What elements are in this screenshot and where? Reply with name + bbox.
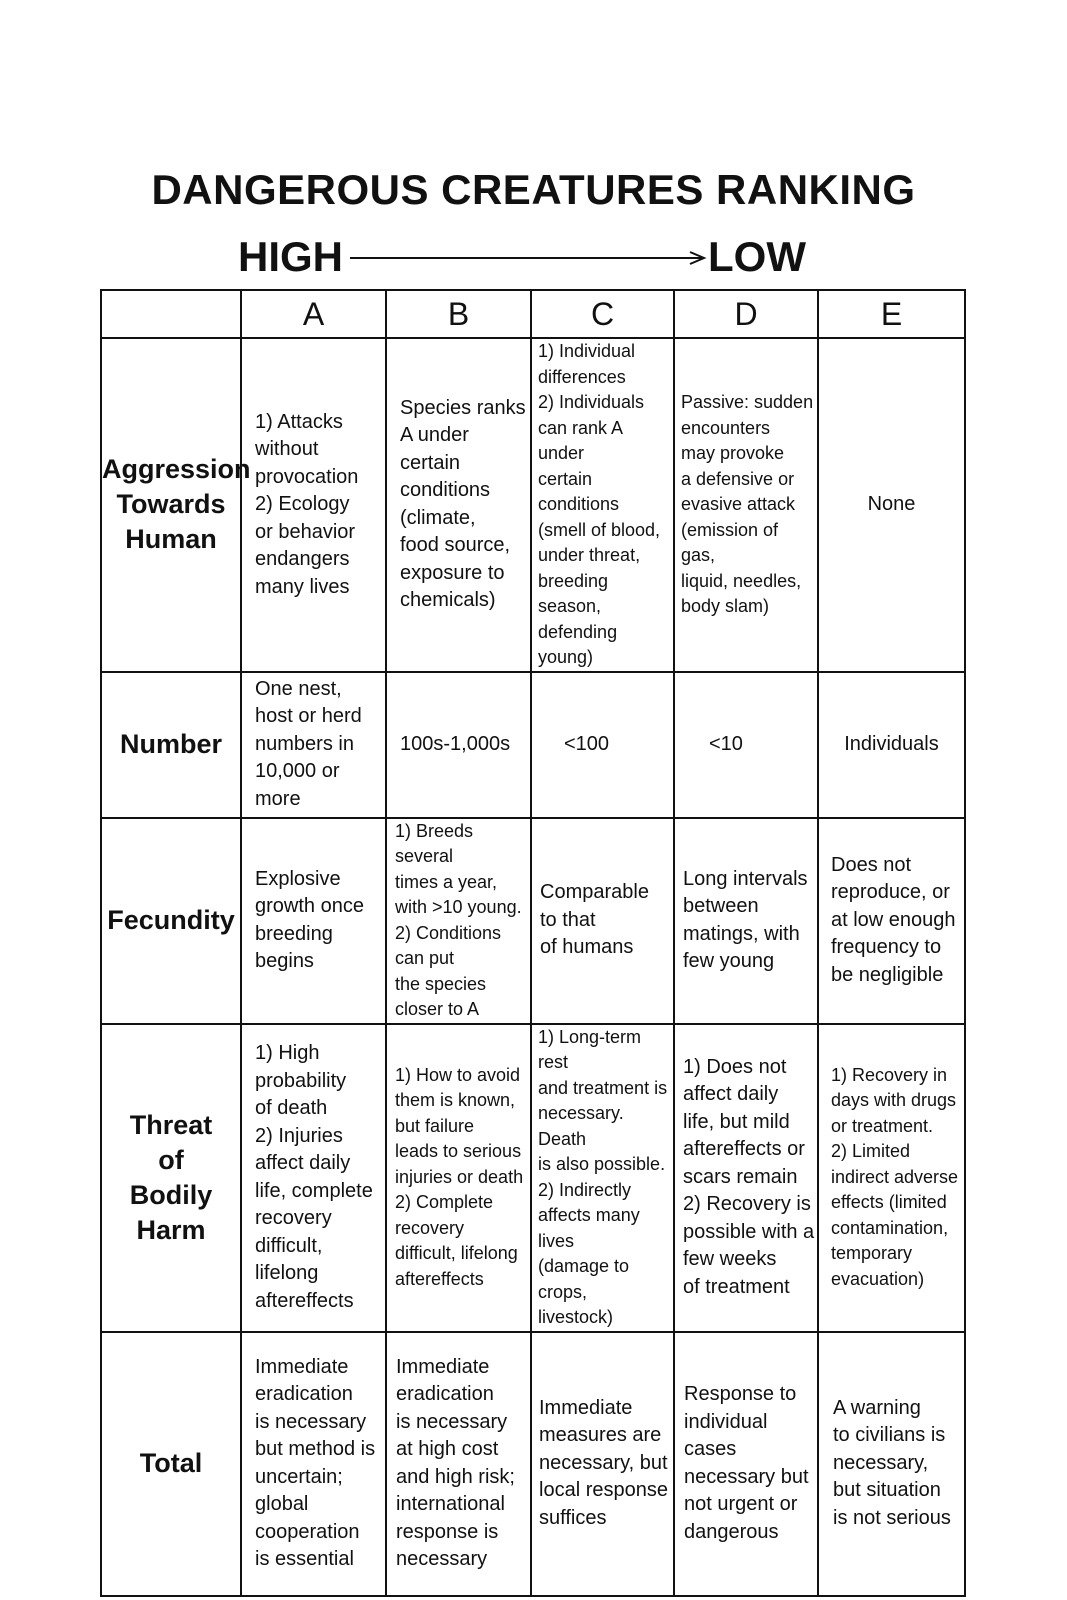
table-cell — [386, 672, 531, 818]
table-cell — [531, 672, 674, 818]
table-cell — [241, 818, 386, 1024]
ranking-scale — [238, 233, 818, 281]
cell-text: 1) Individual differences 2) Individuals can rank A under certain conditions (smell of blood, under threat, breeding season, defending young) — [538, 341, 661, 667]
table-cell — [386, 1024, 531, 1332]
cell-text: One nest, host or herd numbers in 10,000 or more — [255, 677, 362, 810]
table-cell — [531, 1024, 674, 1332]
cell-text: Does not reproduce, or at low enough frequency to be negligible — [831, 853, 956, 986]
table-cell — [674, 818, 818, 1024]
row-header-label: Total — [139, 1448, 203, 1478]
arrow-right-icon — [350, 251, 708, 265]
table-row — [101, 338, 965, 672]
table-cell — [241, 1024, 386, 1332]
table-cell — [818, 1024, 965, 1332]
cell-text: 100s-1,000s — [400, 732, 511, 755]
cell-text: Comparable to that of humans — [540, 881, 649, 959]
row-header-fecundity — [101, 818, 241, 1024]
column-header-b: B — [386, 290, 531, 338]
cell-text: Explosive growth once breeding begins — [255, 867, 364, 972]
table-cell — [818, 1332, 965, 1596]
cell-text: <100 — [564, 732, 610, 755]
row-header-threat — [101, 1024, 241, 1332]
table-cell — [531, 1332, 674, 1596]
cell-text: Individuals — [844, 732, 939, 755]
row-header-label: Aggression Towards Human — [102, 454, 251, 555]
cell-text: Species ranks A under certain conditions (climate, food source, exposure to chemicals) — [400, 396, 526, 612]
cell-text: 1) Does not affect daily life, but mild aftereffects or scars remain 2) Recovery is possible with a few weeks of treatment — [683, 1055, 815, 1298]
column-header-a: A — [241, 290, 386, 338]
table-cell — [818, 672, 965, 818]
cell-text: Long intervals between matings, with few young — [683, 867, 808, 972]
cell-text: <10 — [709, 732, 743, 755]
column-header-e: E — [818, 290, 965, 338]
table-cell — [531, 338, 674, 672]
scale-low-label: LOW — [708, 233, 806, 280]
scale-high-label: HIGH — [238, 233, 343, 280]
page-title: DANGEROUS CREATURES RANKING — [151, 166, 916, 213]
table-row — [101, 818, 965, 1024]
table-cell — [818, 338, 965, 672]
cell-text: 1) Recovery in days with drugs or treatment. 2) Limited indirect adverse effects (limited contamination, temporary evacuation) — [831, 1064, 959, 1289]
column-header-c: C — [531, 290, 674, 338]
table-cell — [241, 672, 386, 818]
table-cell — [674, 338, 818, 672]
table-cell — [241, 338, 386, 672]
cell-text: Immediate eradication is necessary but method is uncertain; global cooperation is essential — [255, 1355, 376, 1570]
table-cell — [386, 1332, 531, 1596]
row-header-aggression — [101, 338, 251, 672]
header-row — [101, 290, 965, 338]
table-row — [101, 1024, 965, 1332]
table-cell — [386, 818, 531, 1024]
ranking-table — [100, 289, 966, 1597]
corner-cell — [101, 290, 241, 338]
cell-text: Immediate measures are necessary, but local response suffices — [539, 1396, 668, 1529]
cell-text: 1) Breeds several times a year, with >10 young. 2) Conditions can put the species closer to A — [395, 820, 522, 1019]
row-header-label: Number — [119, 729, 222, 759]
cell-text: Passive: sudden encounters may provoke a defensive or evasive attack (emission of gas, liquid, needles, body slam) — [681, 392, 814, 616]
cell-text: 1) Attacks without provocation 2) Ecology or behavior endangers many lives — [255, 410, 359, 598]
cell-text: Response to individual cases necessary but not urgent or dangerous — [684, 1383, 809, 1543]
column-header-d: D — [674, 290, 818, 338]
row-header-label: Threat of Bodily Harm — [129, 1109, 213, 1245]
table-cell — [818, 818, 965, 1024]
table-cell — [386, 338, 531, 672]
table-row — [101, 1332, 965, 1596]
row-header-label: Fecundity — [107, 905, 235, 935]
table-row — [101, 672, 965, 818]
cell-text: Immediate eradication is necessary at high cost and high risk; international response is necessary — [396, 1355, 515, 1570]
table-cell — [674, 1332, 818, 1596]
cell-text: A warning to civilians is necessary, but situation is not serious — [833, 1396, 951, 1529]
table-cell — [241, 1332, 386, 1596]
cell-text: 1) How to avoid them is known, but failure leads to serious injuries or death 2) Complete recovery difficult, lifelong aftereffects — [395, 1064, 524, 1289]
cell-text: 1) Long-term rest and treatment is necessary. Death is also possible. 2) Indirectly affects many lives (damage to crops, livestock) — [538, 1026, 668, 1327]
table-cell — [674, 1024, 818, 1332]
cell-text: 1) High probability of death 2) Injuries affect daily life, complete recovery difficult, lifelong aftereffects — [255, 1042, 373, 1312]
row-header-total — [101, 1332, 241, 1596]
table-cell — [531, 818, 674, 1024]
table-cell — [674, 672, 818, 818]
row-header-number — [101, 672, 241, 818]
cell-text: None — [867, 493, 916, 515]
